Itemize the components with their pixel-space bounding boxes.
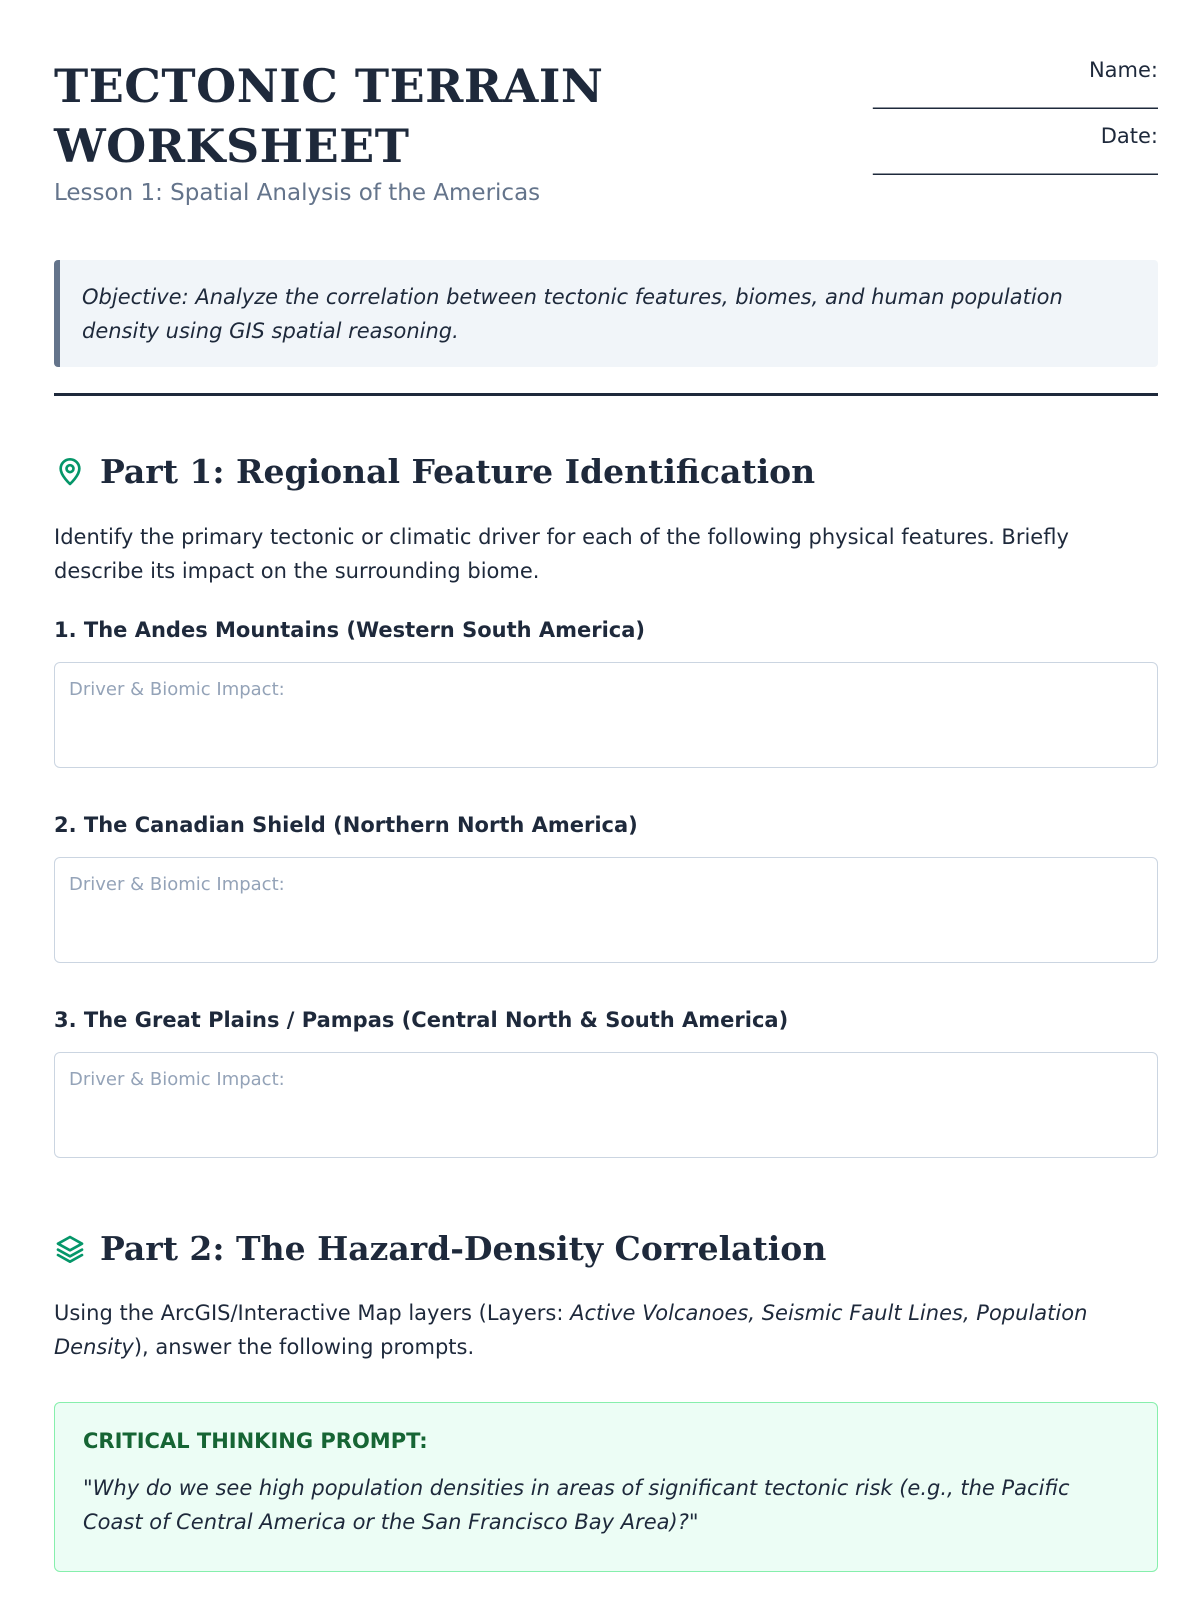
question-2-label: 2. The Canadian Shield (Northern North America) bbox=[54, 813, 638, 837]
question-1-label: 1. The Andes Mountains (Western South America) bbox=[54, 618, 646, 642]
date-field[interactable]: ______________________________ bbox=[873, 151, 1158, 175]
part1-title: Part 1: Regional Feature Identification bbox=[100, 452, 816, 491]
question-1-answer-box[interactable] bbox=[54, 662, 1158, 768]
part1-heading bbox=[54, 452, 815, 491]
answer-placeholder: Driver & Biomic Impact: bbox=[69, 1069, 285, 1090]
section-divider bbox=[54, 393, 1158, 396]
prompt-label: CRITICAL THINKING PROMPT: bbox=[83, 1429, 428, 1453]
title-line-2: WORKSHEET bbox=[54, 119, 410, 173]
question-3-answer-box[interactable] bbox=[54, 1052, 1158, 1158]
part2-title: Part 2: The Hazard-Density Correlation bbox=[100, 1229, 827, 1268]
name-label: Name: bbox=[1088, 58, 1158, 82]
student-meta bbox=[828, 56, 1158, 176]
date-label: Date: bbox=[1100, 124, 1158, 148]
question-2-answer-box[interactable] bbox=[54, 857, 1158, 963]
worksheet-page bbox=[54, 0, 1158, 1534]
part2-intro-prefix: Using the ArcGIS/Interactive Map layers (Layers: bbox=[54, 1301, 571, 1325]
prompt-text: "Why do we see high population densities in areas of significant tectonic risk (e.g., the Pacific Coast of Central America or the San Francisco Bay Area)?" bbox=[83, 1476, 1070, 1534]
critical-thinking-prompt bbox=[54, 1402, 1158, 1572]
name-field[interactable]: ______________________________ bbox=[873, 85, 1158, 109]
answer-placeholder: Driver & Biomic Impact: bbox=[69, 679, 285, 700]
part2-heading bbox=[54, 1229, 826, 1268]
part2-intro-suffix: ), answer the following prompts. bbox=[133, 1335, 475, 1359]
worksheet-header bbox=[54, 0, 1158, 230]
question-3-label: 3. The Great Plains / Pampas (Central North & South America) bbox=[54, 1008, 789, 1032]
page-subtitle: Lesson 1: Spatial Analysis of the Americas bbox=[54, 180, 541, 206]
answer-placeholder: Driver & Biomic Impact: bbox=[69, 874, 285, 895]
objective-callout: Objective: Analyze the correlation between tectonic features, biomes, and human population density using GIS spatial reasoning. bbox=[54, 260, 1158, 367]
part2-instructions bbox=[54, 1296, 1158, 1364]
page-title bbox=[54, 56, 603, 176]
layers-icon bbox=[54, 1233, 86, 1265]
map-pin-icon bbox=[54, 456, 86, 488]
title-line-1: TECTONIC TERRAIN bbox=[54, 59, 604, 113]
part1-instructions: Identify the primary tectonic or climatic driver for each of the following physical features. Briefly describe its impact on the surrounding biome. bbox=[54, 525, 1069, 583]
part2-layer-list: Active Volcanoes, Seismic Fault Lines, Population Density bbox=[54, 1301, 1088, 1359]
